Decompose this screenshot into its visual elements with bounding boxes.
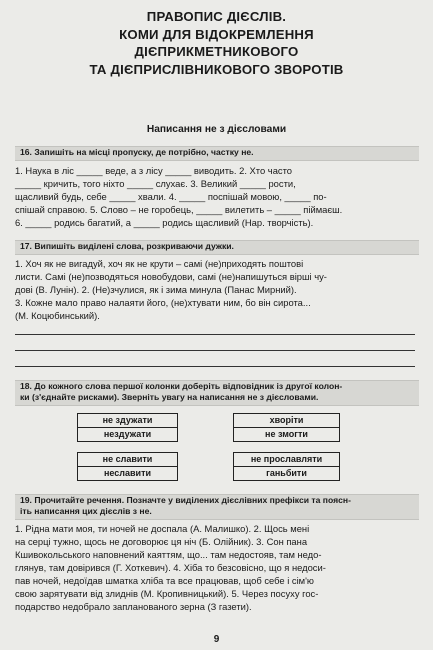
- task-19-line-5: пав ночей, недоїдав шматка хліба та все працював, щоб себе і сім'ю: [15, 575, 314, 586]
- task-19-line-4: глянув, там довірився (Г. Хоткевич). 4. Хіба то безсовісно, що я недоси-: [15, 562, 326, 573]
- word-box-text: нездужати: [103, 429, 152, 439]
- word-box-left-1[interactable]: [77, 413, 178, 442]
- task-16-line-3: щасливий будь, себе _____ хвали. 4. _____ поспішай мовою, _____ по-: [15, 191, 327, 202]
- task-17-line-1: 1. Хоч як не вигадуй, хоч як не крути – самі (не)приходять поштові: [15, 258, 304, 269]
- task-16-line-5: 6. _____ родись багатий, а _____ родись щасливий (Нар. творчість).: [15, 217, 314, 228]
- task-16-line-2: _____ кричить, того ніхто _____ слухає. 3. Великий _____ рости,: [15, 178, 296, 189]
- task-17-line-3: дові (В. Лунін). 2. (Не)зчулися, як і зима минула (Панас Мирний).: [15, 284, 297, 295]
- task-19-line-2: на серці тужно, щось не договорює ця ніч (Б. Олійник). 3. Сон пана: [15, 536, 308, 547]
- title-line-3: ДІЄПРИКМЕТНИКОВОГО: [134, 44, 299, 59]
- word-box-left-2[interactable]: [77, 452, 178, 481]
- task-19-line-1: 1. Рідна мати моя, ти ночей не доспала (А. Малишко). 2. Щось мені: [15, 523, 310, 534]
- task-16-line-1: 1. Наука в ліс _____ веде, а з лісу _____ виводить. 2. Хто часто: [15, 165, 292, 176]
- task-17-line-4: 3. Кожне мало право налаяти його, (не)хтувати ним, бо він сирота...: [15, 297, 311, 308]
- word-box-text: хворіти: [234, 414, 339, 428]
- word-box-right-1[interactable]: [233, 413, 340, 442]
- word-box-text: не здужати: [78, 414, 177, 428]
- task-19-instruction-1: 19. Прочитайте речення. Позначте у виділених дієслівних префікси та поясн-: [20, 495, 351, 505]
- task-19-line-3: Кшивокольського наповнений каяттям, що... там недостояв, там недо-: [15, 549, 322, 560]
- task-19-line-7: подарство недобрало запланованого зерна (З газети).: [15, 601, 252, 612]
- page-title: [0, 8, 433, 78]
- task-18-instruction-1: 18. До кожного слова першої колонки доберіть відповідник із другої колон-: [20, 381, 343, 391]
- word-box-text: неславити: [103, 468, 152, 478]
- answer-line-3[interactable]: [15, 366, 415, 367]
- title-line-1: ПРАВОПИС ДІЄСЛІВ.: [146, 9, 287, 24]
- task-16-line-4: спішай справою. 5. Слово – не горобець, _____ вилетить – _____ піймаєш.: [15, 204, 343, 215]
- answer-line-2[interactable]: [15, 350, 415, 351]
- task-18-instruction-2: ки (з'єднайте рисками). Зверніть увагу на написання не з дієсловами.: [20, 392, 319, 402]
- task-19-instruction-2: іть написання цих дієслів з не.: [20, 506, 152, 516]
- word-box-right-2[interactable]: [233, 452, 340, 481]
- task-19-line-6: свою зарятувати від злиднів (М. Кропивницький). 5. Через посуху гос-: [15, 588, 319, 599]
- answer-line-1[interactable]: [15, 334, 415, 335]
- word-box-text: ганьбити: [266, 468, 307, 478]
- word-box-text: не славити: [78, 453, 177, 467]
- page-number: 9: [213, 634, 220, 645]
- word-box-text: не прославляти: [234, 453, 339, 467]
- task-16-instruction: 16. Запишіть на місці пропуску, де потрібно, частку не.: [20, 147, 254, 157]
- title-line-4: ТА ДІЄПРИСЛІВНИКОВОГО ЗВОРОТІВ: [89, 61, 344, 77]
- task-17-line-2: листи. Самі (не)позводяться новобудови, самі (не)напишуться вірші чу-: [15, 271, 327, 282]
- section-subheading: Написання не з дієсловами: [146, 124, 287, 135]
- title-line-2: КОМИ ДЛЯ ВІДОКРЕМЛЕННЯ: [119, 26, 314, 42]
- word-box-text: не змогти: [265, 429, 308, 439]
- task-17-instruction: 17. Випишіть виділені слова, розкриваючи дужки.: [20, 241, 234, 251]
- task-17-line-5: (М. Коцюбинський).: [15, 310, 100, 321]
